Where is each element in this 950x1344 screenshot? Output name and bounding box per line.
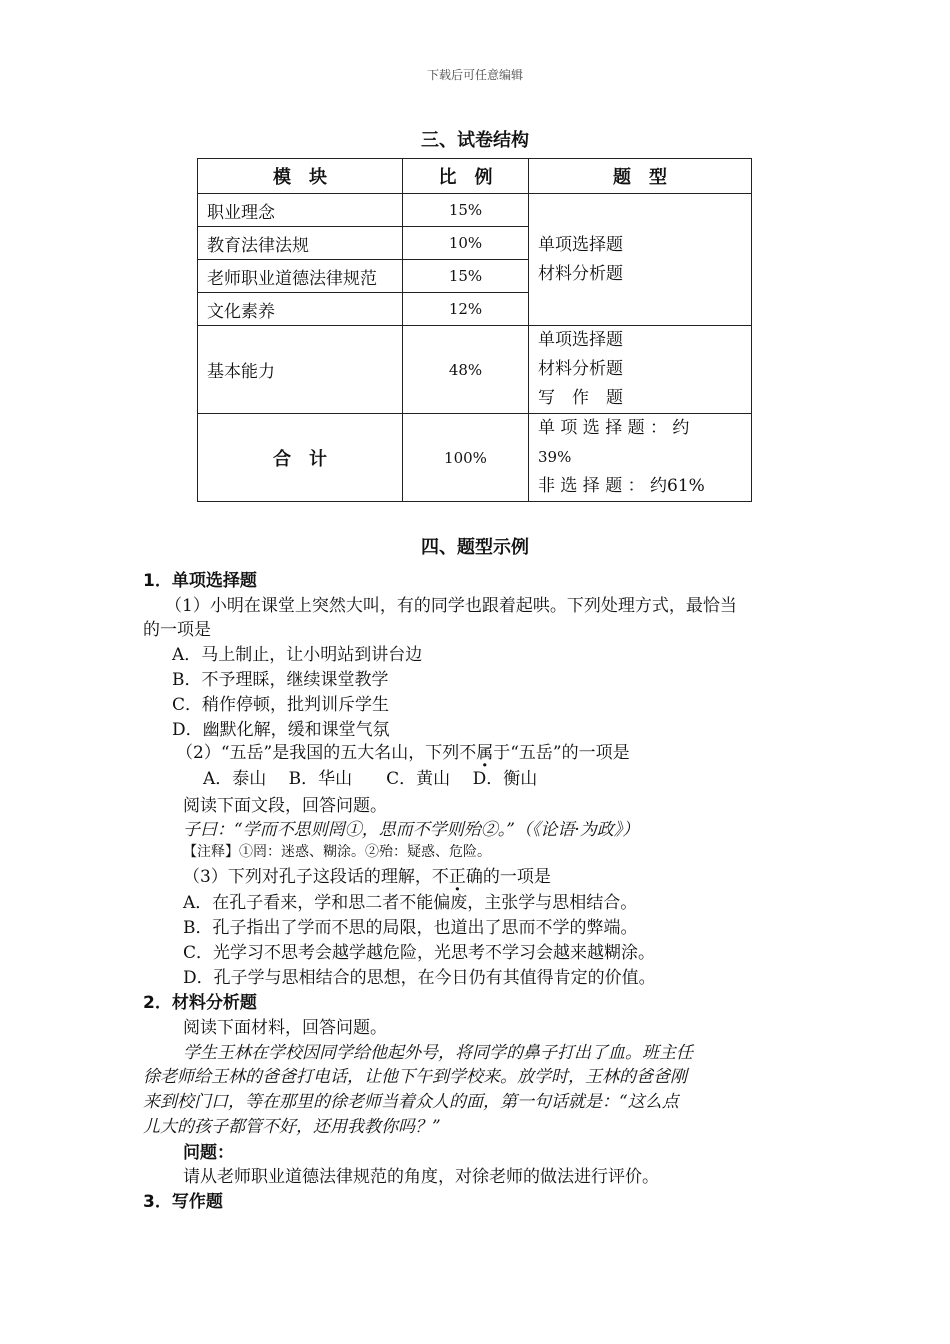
q1-3-stem-post: 的一项是 xyxy=(482,867,551,887)
q1-1-option-b: B．不予理睬，继续课堂教学 xyxy=(172,670,389,690)
ratio-cell: 12% xyxy=(403,293,529,326)
q2-material-line2: 徐老师给王林的爸爸打电话，让他下午到学校来。放学时，王林的爸爸刚 xyxy=(143,1067,687,1087)
module-cell: 职业理念 xyxy=(198,194,403,227)
q1-3-emphasis: 不正确 xyxy=(431,867,483,887)
module-cell: 文化素养 xyxy=(198,293,403,326)
q1-3-option-b: B．孔子指出了学而不思的局限，也道出了思而不学的弊端。 xyxy=(183,918,638,938)
header-module: 模 块 xyxy=(198,159,403,194)
type-item: 写 作 题 xyxy=(538,388,623,408)
module-cell: 基本能力 xyxy=(198,326,403,414)
ratio-cell: 48% xyxy=(403,326,529,414)
q1-3-option-a: A．在孔子看来，学和思二者不能偏废，主张学与思相结合。 xyxy=(183,893,638,913)
q1-1-option-a: A．马上制止，让小明站到讲台边 xyxy=(172,645,423,665)
table-row xyxy=(198,194,752,227)
q2-question: 请从老师职业道德法律规范的角度，对徐老师的做法进行评价。 xyxy=(183,1167,659,1187)
module-cell: 老师职业道德法律规范 xyxy=(198,260,403,293)
q1-1-stem-line1: （1）小明在课堂上突然大叫，有的同学也跟着起哄。下列处理方式，最恰当 xyxy=(165,596,737,616)
page-header: 下载后可任意编辑 xyxy=(426,68,523,82)
q1-2-emphasis: 不属于 xyxy=(459,743,511,763)
table-header-row xyxy=(198,159,752,194)
q1-1-option-d: D．幽默化解，缓和课堂气氛 xyxy=(172,720,390,740)
q2-material-line1: 学生王林在学校因同学给他起外号，将同学的鼻子打出了血。班主任 xyxy=(183,1043,693,1063)
module-cell: 教育法律法规 xyxy=(198,227,403,260)
q1-3-option-d: D．孔子学与思相结合的思想，在今日仍有其值得肯定的价值。 xyxy=(183,968,656,988)
ratio-cell: 10% xyxy=(403,227,529,260)
q1-1-option-c: C．稍作停顿，批判训斥学生 xyxy=(172,695,390,715)
type-cell-group2 xyxy=(529,326,752,414)
q1-3-quote: 子曰：“学而不思则罔①，思而不学则殆②。”（《论语·为政》） xyxy=(183,820,640,840)
q1-3-intro: 阅读下面文段，回答问题。 xyxy=(183,796,387,816)
q2-question-label: 问题： xyxy=(183,1143,234,1163)
header-ratio: 比 例 xyxy=(403,159,529,194)
q2-heading: 2．材料分析题 xyxy=(143,993,257,1013)
total-label: 合 计 xyxy=(198,414,403,502)
type-item: 材料分析题 xyxy=(538,263,623,284)
section-title-examples: 四、题型示例 xyxy=(421,537,529,558)
total-type-line: 非 选 择 题 ： 约61% xyxy=(538,476,705,496)
q1-3-stem-pre: （3）下列对孔子这段话的理解， xyxy=(183,867,432,887)
table-row xyxy=(198,326,752,414)
q3-heading: 3．写作题 xyxy=(143,1192,223,1212)
type-item: 单项选择题 xyxy=(538,330,623,350)
q2-material-line3: 来到校门口，等在那里的徐老师当着众人的面，第一句话就是：“这么点 xyxy=(143,1092,679,1112)
q1-2-stem-pre: （2）“五岳”是我国的五大名山，下列 xyxy=(176,743,460,763)
q1-2-options: A．泰山 B．华山 C．黄山 D．衡山 xyxy=(203,769,538,789)
q1-heading: 1．单项选择题 xyxy=(143,571,257,591)
q1-2-stem-post: “五岳”的一项是 xyxy=(510,743,630,763)
q1-1-stem-line2: 的一项是 xyxy=(143,620,211,640)
exam-structure-table xyxy=(197,158,752,502)
q1-3-option-c: C．光学习不思考会越学越危险，光思考不学习会越来越糊涂。 xyxy=(183,943,656,963)
table-total-row xyxy=(198,414,752,502)
total-type-line: 单 项 选 择 题 ： 约 xyxy=(538,418,690,438)
ratio-cell: 15% xyxy=(403,260,529,293)
q1-3-annotation: 【注释】①罔：迷惑、糊涂。②殆：疑惑、危险。 xyxy=(183,844,491,860)
total-ratio: 100% xyxy=(403,414,529,502)
type-cell-group1 xyxy=(529,194,752,326)
q1-2-stem xyxy=(176,738,630,763)
type-item: 单项选择题 xyxy=(538,234,623,255)
q2-material-line4: 儿大的孩子都管不好，还用我教你吗？” xyxy=(143,1117,441,1137)
header-type: 题 型 xyxy=(529,159,752,194)
q2-intro: 阅读下面材料，回答问题。 xyxy=(183,1018,387,1038)
type-item: 材料分析题 xyxy=(538,359,623,379)
total-type-line: 39% xyxy=(538,448,572,466)
q1-3-stem xyxy=(183,862,551,887)
total-types-cell xyxy=(529,414,752,502)
ratio-cell: 15% xyxy=(403,194,529,227)
section-title-structure: 三、试卷结构 xyxy=(421,130,529,151)
